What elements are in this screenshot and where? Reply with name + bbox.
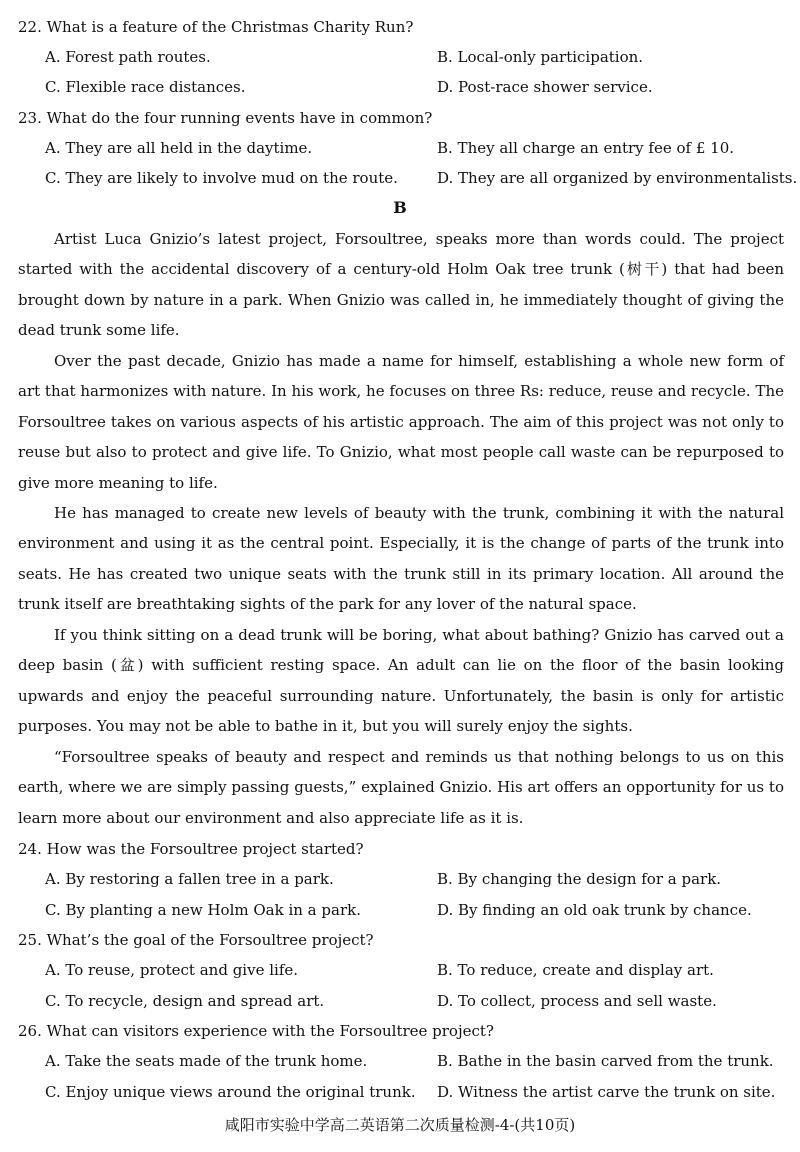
q22-option-a[interactable]: A. Forest path routes. — [45, 48, 211, 66]
question-24-options-row-2 — [0, 895, 800, 925]
question-23-options-row-1 — [0, 133, 800, 163]
question-24-stem: 24. How was the Forsoultree project started? — [18, 840, 364, 858]
q22-option-d[interactable]: D. Post-race shower service. — [437, 78, 653, 96]
question-26-options-row-1 — [0, 1046, 800, 1076]
passage-paragraph-2: Over the past decade, Gnizio has made a name for himself, establishing a whole new form of art that harmonizes with nature. In his work, he focuses on three Rs: reduce, reuse and recycle. The Forsoultree takes on various aspects of his artistic approach. The aim of this project was not only to reuse but also to protect and give life. To Gnizio, what most people call waste can be repurposed to give more meaning to life. — [18, 352, 784, 492]
q25-option-d[interactable]: D. To collect, process and sell waste. — [437, 992, 717, 1010]
question-26-options-row-2 — [0, 1077, 800, 1107]
question-22-stem: 22. What is a feature of the Christmas Charity Run? — [18, 18, 414, 36]
question-23-options-row-2 — [0, 163, 800, 193]
question-26-stem: 26. What can visitors experience with the Forsoultree project? — [18, 1022, 494, 1040]
q26-option-b[interactable]: B. Bathe in the basin carved from the trunk. — [437, 1052, 774, 1070]
q24-option-c[interactable]: C. By planting a new Holm Oak in a park. — [45, 901, 361, 919]
q22-option-b[interactable]: B. Local-only participation. — [437, 48, 644, 66]
q23-option-a[interactable]: A. They are all held in the daytime. — [45, 139, 313, 157]
q26-option-d[interactable]: D. Witness the artist carve the trunk on site. — [437, 1083, 776, 1101]
q24-option-a[interactable]: A. By restoring a fallen tree in a park. — [45, 870, 334, 888]
question-23-stem: 23. What do the four running events have in common? — [18, 109, 433, 127]
q23-option-d[interactable]: D. They are all organized by environmentalists. — [437, 169, 798, 187]
question-24-options-row-1 — [0, 864, 800, 894]
page-footer: 咸阳市实验中学高二英语第二次质量检测-4-(共10页) — [224, 1116, 576, 1134]
question-25-options-row-1 — [0, 955, 800, 985]
question-22-options-row-2 — [0, 72, 800, 102]
question-25-options-row-2 — [0, 986, 800, 1016]
q24-option-b[interactable]: B. By changing the design for a park. — [437, 870, 722, 888]
passage-paragraph-3: He has managed to create new levels of beauty with the trunk, combining it with the natural environment and using it as the central point. Especially, it is the change of parts of the trunk into seats. He has created two unique seats with the trunk still in its primary location. All around the trunk itself are breathtaking sights of the park for any lover of the natural space. — [18, 504, 784, 614]
q25-option-b[interactable]: B. To reduce, create and display art. — [437, 961, 714, 979]
q26-option-c[interactable]: C. Enjoy unique views around the original trunk. — [45, 1083, 416, 1101]
question-22-options-row-1 — [0, 42, 800, 72]
q24-option-d[interactable]: D. By finding an old oak trunk by chance. — [437, 901, 752, 919]
q26-option-a[interactable]: A. Take the seats made of the trunk home. — [45, 1052, 368, 1070]
q22-option-c[interactable]: C. Flexible race distances. — [45, 78, 246, 96]
passage-paragraph-4: If you think sitting on a dead trunk will be boring, what about bathing? Gnizio has carved out a deep basin (盆) with sufficient resting space. An adult can lie on the floor of the basin looking upwards and enjoy the peaceful surrounding nature. Unfortunately, the basin is only for artistic purposes. You may not be able to bathe in it, but you will surely enjoy the sights. — [18, 626, 784, 736]
q23-option-b[interactable]: B. They all charge an entry fee of £ 10. — [437, 139, 735, 157]
passage-paragraph-1: Artist Luca Gnizio’s latest project, Forsoultree, speaks more than words could. The project started with the accidental discovery of a century-old Holm Oak tree trunk (树干) that had been brought down by nature in a park. When Gnizio was called in, he immediately thought of giving the dead trunk some life. — [18, 230, 784, 340]
q23-option-c[interactable]: C. They are likely to involve mud on the route. — [45, 169, 398, 187]
question-25-stem: 25. What’s the goal of the Forsoultree project? — [18, 931, 374, 949]
q25-option-a[interactable]: A. To reuse, protect and give life. — [45, 961, 299, 979]
q25-option-c[interactable]: C. To recycle, design and spread art. — [45, 992, 325, 1010]
section-b-heading: B — [393, 198, 407, 217]
passage-paragraph-5: “Forsoultree speaks of beauty and respect and reminds us that nothing belongs to us on this earth, where we are simply passing guests,” explained Gnizio. His art offers an opportunity for us to learn more about our environment and also appreciate life as it is. — [18, 748, 784, 827]
